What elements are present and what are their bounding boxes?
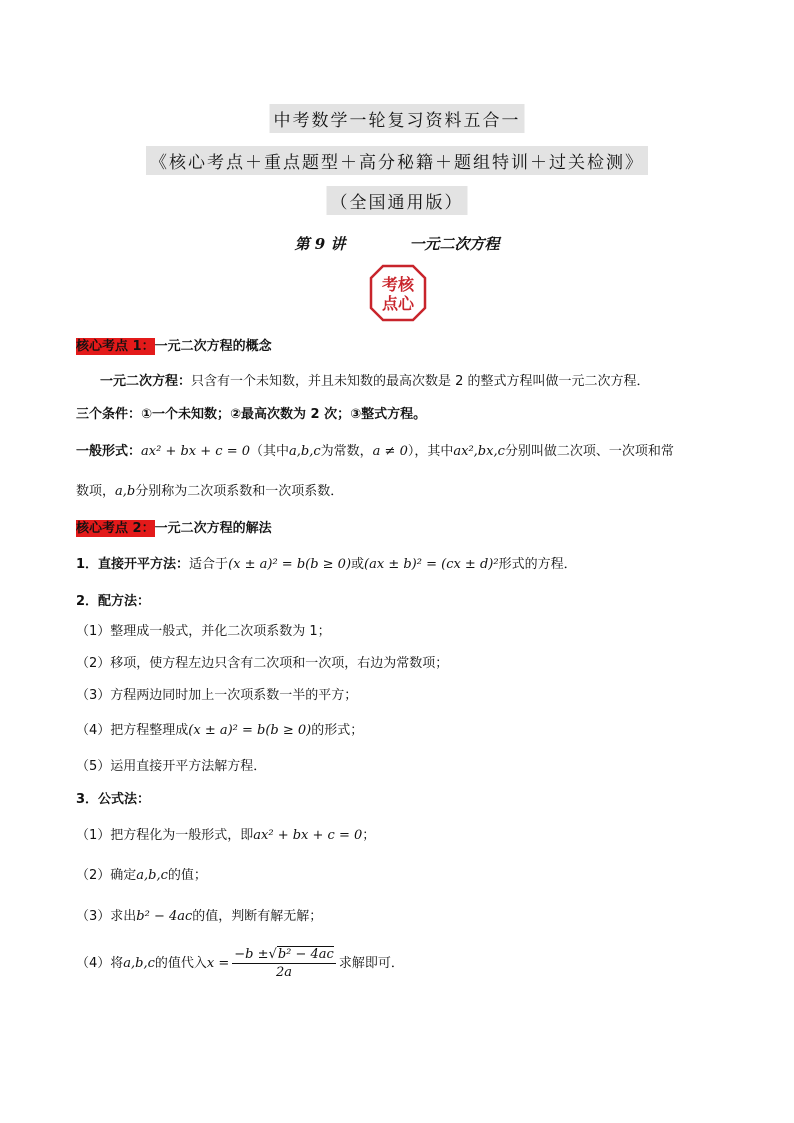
quadratic-formula-lhs: x =: [206, 956, 230, 971]
method3-step4-a: （4）将: [76, 956, 124, 971]
method3-step4-vars: a,b,c: [123, 956, 155, 971]
method2-step4-formula: (x ± a)² = b(b ≥ 0): [188, 723, 312, 738]
seal-text-top: 考核: [381, 275, 415, 294]
seal-text-bottom: 点心: [381, 294, 415, 313]
general-line2-vars: a,b: [115, 484, 136, 499]
section1-heading: [76, 335, 272, 354]
doc-title-line2: 《核心考点＋重点题型＋高分秘籍＋题组特训＋过关检测》: [146, 146, 648, 175]
quadratic-formula-denominator: 2a: [276, 965, 293, 980]
section1-title: 一元二次方程的概念: [154, 339, 272, 354]
method1-line: [76, 553, 577, 572]
general-note-mid: 为常数，: [320, 444, 373, 459]
method2-label: 2．配方法：: [76, 594, 151, 609]
method3-step1-formula: ax² + bx + c = 0: [253, 828, 363, 843]
method2-step3: （3）方程两边同时加上一次项系数一半的平方；: [76, 688, 358, 703]
method3-step1-a: （1）把方程化为一般形式，即: [76, 828, 254, 843]
general-note-open: （其中: [250, 444, 290, 459]
method3-step2-a: （2）确定: [76, 868, 137, 883]
doc-title-line3: （全国通用版）: [327, 186, 468, 215]
method3-step3-formula: b² − 4ac: [136, 909, 193, 924]
method1-label: 1．直接开平方法：: [76, 557, 190, 572]
method3-step2-vars: a,b,c: [136, 868, 168, 883]
quadratic-formula-fraction: [232, 947, 336, 980]
section1-tag: 核心考点 1：: [76, 339, 155, 354]
general-line2-a: 数项，: [76, 484, 116, 499]
definition-text: 只含有一个未知数，并且未知数的最高次数是 2 的整式方程叫做一元二次方程．: [191, 374, 650, 389]
general-form-formula: ax² + bx + c = 0: [141, 444, 250, 459]
general-form-line2: [76, 480, 343, 499]
general-terms: ax²,bx,c: [453, 444, 505, 459]
section2-tag: 核心考点 2：: [76, 521, 155, 536]
quadratic-formula-numerator: [232, 947, 336, 964]
method1-formula2: (ax ± b)² = (cx ± d)²: [364, 557, 499, 572]
general-form-label: 一般形式：: [76, 444, 142, 459]
method1-text2: 形式的方程．: [498, 557, 577, 572]
method3-step1-b: ；: [362, 828, 376, 843]
method3-step4-b: 的值代入: [154, 956, 207, 971]
sqrt-icon: √: [268, 947, 277, 962]
method3-step2: [76, 864, 207, 883]
chapter-heading: [0, 233, 794, 254]
method3-step2-b: 的值；: [167, 868, 207, 883]
general-note-close: ），其中: [407, 444, 454, 459]
method1-formula1: (x ± a)² = b(b ≥ 0): [228, 557, 352, 572]
method3-step3-a: （3）求出: [76, 909, 137, 924]
doc-title-line1: 中考数学一轮复习资料五合一: [270, 104, 525, 133]
method3-step3: [76, 905, 322, 924]
section2-heading: [76, 517, 272, 536]
method2-step4-a: （4）把方程整理成: [76, 723, 189, 738]
method3-step4: [76, 947, 404, 980]
method2-step2: （2）移项，使方程左边只含有二次项和一次项，右边为常数项；: [76, 656, 449, 671]
general-line2-b: 分别称为二次项系数和一次项系数．: [135, 484, 344, 499]
definition-label: 一元二次方程：: [100, 374, 192, 389]
method2-step4-b: 的形式；: [311, 723, 364, 738]
method1-text1: 适合于: [189, 557, 229, 572]
conditions-line: 三个条件：①一个未知数；②最高次数为 2 次；③整式方程。: [76, 407, 427, 422]
chapter-number: 第 9 讲: [294, 235, 346, 253]
chapter-title: 一元二次方程: [409, 235, 500, 253]
method2-step5: （5）运用直接开平方法解方程．: [76, 759, 267, 774]
method3-step1: [76, 824, 375, 843]
method3-label: 3．公式法：: [76, 792, 151, 807]
method2-step4: [76, 719, 363, 738]
section2-title: 一元二次方程的解法: [154, 521, 272, 536]
general-form-line: [76, 440, 674, 459]
numerator-prefix: −b ±: [234, 947, 269, 962]
general-note-cond: a ≠ 0: [372, 444, 408, 459]
core-points-seal-icon: [369, 264, 427, 322]
method3-step3-b: 的值，判断有解无解；: [192, 909, 323, 924]
method3-step4-c: 求解即可．: [338, 956, 404, 971]
general-tail: 分别叫做二次项、一次项和常: [504, 444, 674, 459]
sqrt-radicand: b² − 4ac: [277, 947, 334, 962]
method2-step1: （1）整理成一般式，并化二次项系数为 1；: [76, 624, 331, 639]
general-note-vars: a,b,c: [289, 444, 321, 459]
definition-line: [100, 370, 650, 389]
method1-or: 或: [351, 557, 365, 572]
